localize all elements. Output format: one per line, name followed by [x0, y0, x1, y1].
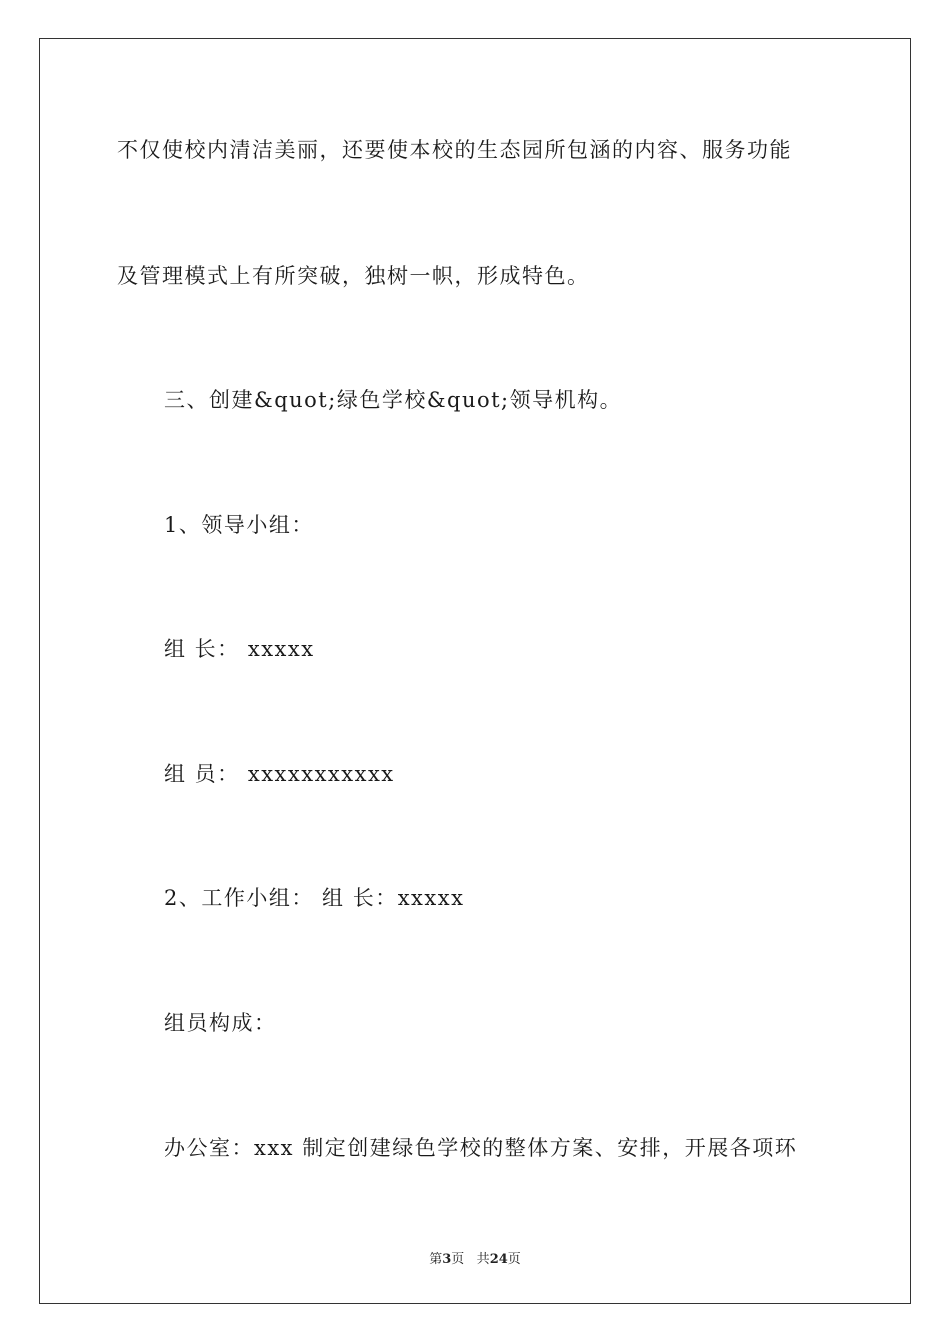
section-heading: 三、创建&quot;绿色学校&quot;领导机构。 [164, 388, 623, 412]
page-footer [0, 1248, 950, 1267]
page-frame [39, 38, 911, 1304]
body-line-2: 及管理模式上有所突破，独树一帜，形成特色。 [117, 264, 590, 288]
office-duty-line: 办公室：xxx 制定创建绿色学校的整体方案、安排，开展各项环 [164, 1136, 798, 1160]
footer-total-prefix: 共 [476, 1252, 490, 1267]
footer-total-suffix: 页 [507, 1252, 521, 1267]
subheading-work-group: 2、工作小组： 组 长：xxxxx [164, 886, 465, 910]
subheading-leadership-group: 1、领导小组： [164, 513, 314, 537]
leader-line: 组 长： xxxxx [164, 637, 315, 661]
members-composition-label: 组员构成： [164, 1011, 277, 1035]
footer-page-prefix: 第 [429, 1252, 443, 1267]
footer-page-suffix: 页 [451, 1252, 465, 1267]
body-line-1: 不仅使校内清洁美丽，还要使本校的生态园所包涵的内容、服务功能 [117, 138, 792, 162]
members-line: 组 员： xxxxxxxxxxx [164, 762, 395, 786]
footer-page-total: 24 [489, 1252, 508, 1267]
footer-page-current: 3 [442, 1252, 452, 1267]
